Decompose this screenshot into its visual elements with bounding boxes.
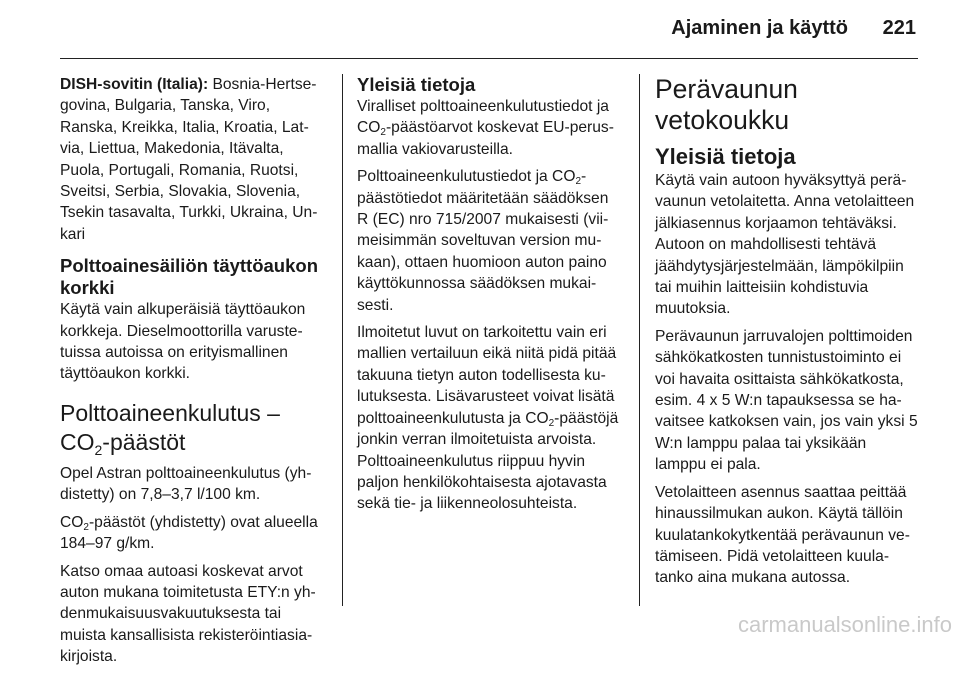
column-1 bbox=[60, 74, 326, 674]
dish-adapter-lead: DISH-sovitin (Italia): bbox=[60, 76, 209, 93]
towing-general-heading: Yleisiä tietoja bbox=[655, 144, 796, 169]
fuel-consumption-heading-line1: Polttoaineenkulutus – bbox=[60, 399, 280, 426]
co2-emissions-paragraph bbox=[60, 512, 326, 555]
official-data-text-a: Viralliset polttoaineenkulutustiedot ja CO bbox=[357, 98, 609, 137]
fuel-cap-paragraph: Käytä vain alkuperäisiä täyttöaukon korkkeja. Dieselmoottorilla varustetuissa autoissa on erityismallinen täyttöaukon korkki. bbox=[60, 301, 306, 383]
comparison-text-b: -päästöjä jonkin verran ilmoitetuista arvoista. Polttoaineenkulutus riippuu hyvin paljon henkilökohtaisesta ajotavasta sekä tie- ja liikenneolosuhteista. bbox=[357, 409, 619, 513]
consumption-paragraph: Opel Astran polttoaineenkulutus (yhdistetty) on 7,8–3,7 l/100 km. bbox=[60, 464, 312, 504]
towing-paragraph-2: Perävaunun jarruvalojen polttimoiden sähkökatkosten tunnistustoiminto ei voi havaita osittaista sähkökatkosta, esim. 4 x 5 W:n tapauksessa se havaitsee katkoksen vain, jos vain yksi 5 W:n lamppu palaa tai yksikään lamppu ei pala. bbox=[655, 327, 918, 474]
fuel-consumption-heading-sub: 2 bbox=[94, 441, 103, 458]
column-3 bbox=[655, 74, 921, 595]
watermark: carmanualsonline.info bbox=[737, 612, 952, 637]
general-info-heading: Yleisiä tietoja bbox=[357, 74, 476, 95]
regulation-sub: 2 bbox=[575, 176, 582, 188]
page-number: 221 bbox=[882, 17, 916, 39]
regulation-text-a: Polttoaineenkulutustiedot ja CO bbox=[357, 168, 576, 186]
comparison-sub: 2 bbox=[548, 417, 555, 429]
co2-label: CO bbox=[60, 513, 84, 531]
column-divider-2 bbox=[639, 74, 640, 606]
column-divider-1 bbox=[342, 74, 343, 606]
dish-adapter-paragraph bbox=[60, 74, 326, 245]
official-data-paragraph bbox=[357, 96, 623, 160]
fuel-consumption-heading bbox=[60, 399, 326, 457]
towing-section-title: Perävaunun vetokoukku bbox=[655, 74, 798, 135]
section-title: Ajaminen ja käyttö bbox=[671, 17, 848, 39]
co2-subscript: 2 bbox=[83, 521, 89, 533]
co2-range-text: -päästöt (yhdistetty) ovat alueella 184–97 g/km. bbox=[60, 513, 318, 553]
comparison-text-a: Ilmoitetut luvut on tarkoitettu vain eri mallien vertailuun eikä niitä pidä pitää takuuna tietyn auton todellisesta kulutuksesta. Lisävarusteet voivat lisätä polttoaineenkulutusta ja CO bbox=[357, 324, 617, 427]
towing-paragraph-3: Vetolaitteen asennus saattaa peittää hinaussilmukan aukon. Käytä tällöin kuulatankokytkentää perävaunun vetämiseen. Pidä vetolaitteen kuulatanko aina mukana autossa. bbox=[655, 483, 910, 587]
regulation-text-b: -päästötiedot määritetään säädöksen R (EC) nro 715/2007 mukaisesti (viimeisimmän soveltuvan version mukaan), ottaen huomioon auton paino käyttökunnossa säädöksen mukaisesti. bbox=[357, 168, 609, 314]
see-documents-paragraph: Katso omaa autoasi koskevat arvot auton mukana toimitetusta ETY:n yhdenmukaisuusvakuutuksesta tai muista kansallisista rekisteröintiasiakirjoista. bbox=[60, 562, 316, 666]
dish-adapter-countries: Bosnia-Hertsegovina, Bulgaria, Tanska, Viro, Ranska, Kreikka, Italia, Kroatia, Latvia, Liettua, Makedonia, Itävalta, Puola, Portugali, Romania, Ruotsi, Sveitsi, Serbia, Slovakia, Slovenia, Tsekin tasavalta, Turkki, Ukraina, Unkari bbox=[60, 76, 318, 243]
official-data-text-b: -päästöarvot koskevat EU-perusmallia vakiovarusteilla. bbox=[357, 119, 614, 158]
column-2 bbox=[357, 74, 623, 521]
fuel-cap-heading: Polttoainesäiliön täyttöaukon korkki bbox=[60, 255, 318, 299]
header-rule bbox=[60, 58, 918, 59]
regulation-paragraph bbox=[357, 166, 623, 316]
fuel-consumption-heading-co: CO bbox=[60, 428, 95, 455]
official-data-sub: 2 bbox=[380, 127, 386, 139]
page-header bbox=[0, 0, 960, 58]
towing-paragraph-1: Käytä vain autoon hyväksyttyä perävaunun vetolaitetta. Anna vetolaitteen jälkiasennus korjaamon tehtäväksi. Autoon on mahdollisesti tehtävä jäähdytysjärjestelmään, lämpökilpiin tai muihin laitteisiin kohdistuvia muutoksia. bbox=[655, 172, 915, 318]
fuel-consumption-heading-rest: -päästöt bbox=[102, 428, 186, 455]
comparison-paragraph bbox=[357, 322, 623, 515]
